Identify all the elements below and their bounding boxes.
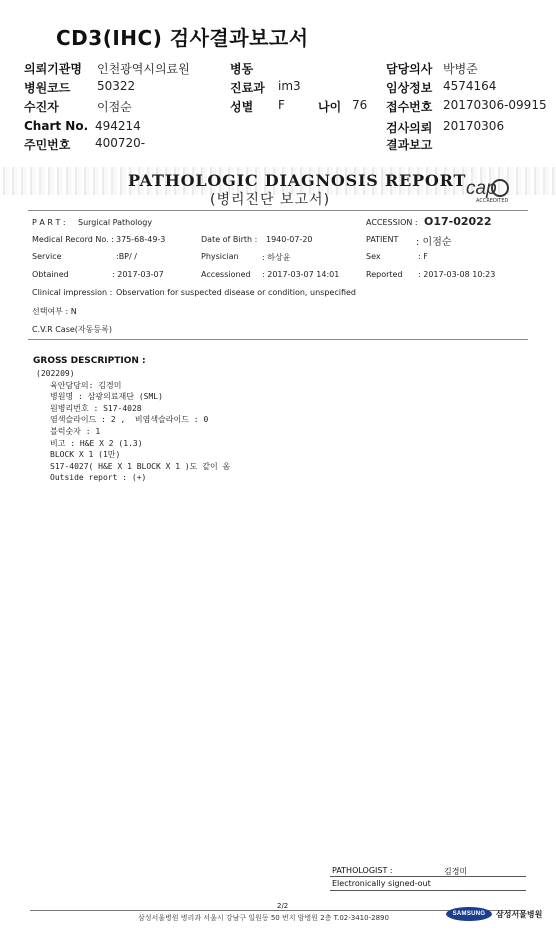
department-label: 진료과 [230, 81, 265, 95]
resident-value: 400720- [95, 136, 146, 150]
department-value: im3 [278, 79, 301, 93]
cap-logo-circle [491, 179, 509, 197]
request-value: 20170306 [443, 119, 505, 133]
page-title: CD3(IHC) 검사결과보고서 [56, 26, 309, 50]
mrn-value: 375-68-49-3 [116, 235, 166, 244]
report-subtitle: (병리진단 보고서) [210, 192, 331, 208]
part-value: Surgical Pathology [78, 218, 153, 227]
chart-value: 494214 [95, 119, 141, 133]
part-label: P A R T : [32, 218, 66, 227]
gross-line: BLOCK X 1 (1만) [50, 450, 121, 460]
result-label: 결과보고 [386, 138, 433, 152]
obtained-value: : 2017-03-07 [112, 270, 164, 279]
pathologist-rule [330, 876, 526, 877]
reported-label: Reported [366, 270, 403, 279]
cap-logo [466, 176, 516, 206]
resident-label: 주민번호 [24, 138, 71, 152]
physician-value: : 하상윤 [262, 253, 291, 262]
reception-label: 접수번호 [386, 100, 433, 114]
footer-hospital-name: 삼성서울병원 [496, 910, 543, 919]
sex-value: F [278, 98, 285, 112]
cap-logo-text: cap [466, 178, 497, 199]
institution-value: 인천광역시의료원 [97, 62, 190, 76]
sex-en-label: Sex [366, 252, 381, 261]
signed-rule [330, 890, 526, 891]
selection-text: 선택여부 : N [32, 307, 77, 316]
chart-label: Chart No. [24, 119, 89, 133]
patient-en-label: PATIENT [366, 235, 399, 244]
page-number: 2/2 [277, 902, 289, 910]
clinical-info-value: 4574164 [443, 79, 497, 93]
age-value: 76 [352, 98, 368, 112]
clinical-impression-value: Observation for suspected disease or condition, unspecified [116, 288, 356, 297]
signed-text: Electronically signed-out [332, 879, 431, 888]
obtained-label: Obtained [32, 270, 69, 279]
accessioned-value: : 2017-03-07 14:01 [262, 270, 340, 279]
pathologist-label: PATHOLOGIST : [332, 866, 393, 875]
ward-label: 병동 [230, 62, 254, 76]
sex-label: 성별 [230, 100, 254, 114]
accession-value: O17-02022 [424, 215, 492, 228]
reported-value: : 2017-03-08 10:23 [418, 270, 496, 279]
report-title: PATHOLOGIC DIAGNOSIS REPORT [128, 171, 467, 190]
gross-title: GROSS DESCRIPTION : [33, 356, 146, 366]
accessioned-label: Accessioned [201, 270, 251, 279]
hospital-code-label: 병원코드 [24, 81, 71, 95]
clinical-info-label: 임상정보 [386, 81, 433, 95]
gross-line: S17-4027( H&E X 1 BLOCK X 1 )도 같이 옴 [50, 461, 231, 471]
accession-label: ACCESSION : [366, 218, 418, 227]
service-label: Service [32, 252, 62, 261]
patient-value: 이점순 [97, 100, 132, 114]
samsung-logo: SAMSUNG [446, 907, 492, 921]
gross-line: 염색슬라이드 : 2 , 비염색슬라이드 : 0 [50, 415, 209, 425]
pathologist-value: 김경미 [444, 867, 468, 876]
physician-label: Physician [201, 252, 239, 261]
gross-line: 육안담당의: 김경미 [50, 380, 122, 390]
attending-value: 박병준 [443, 62, 478, 76]
institution-label: 의뢰기관명 [24, 62, 82, 76]
dob-value: 1940-07-20 [266, 235, 313, 244]
gross-line: Outside report : (+) [50, 473, 147, 483]
attending-label: 담당의사 [386, 62, 433, 76]
reception-value: 20170306-09915 [443, 98, 547, 112]
gross-line: (202209) [36, 369, 75, 378]
gross-description [36, 368, 231, 484]
report-rule-mid [28, 339, 528, 340]
patient-label: 수진자 [24, 100, 59, 114]
gross-line: 원병리번호 : S17-4028 [50, 403, 142, 413]
patient-en-value: : 이점순 [416, 237, 452, 248]
request-label: 검사의뢰 [386, 121, 433, 135]
age-label: 나이 [318, 100, 342, 114]
footer-address: 삼성서울병원 병리과 서울시 강남구 일원동 50 번지 암병원 2층 T.02-3410-2890 [138, 914, 389, 922]
mrn-label: Medical Record No. : [32, 235, 114, 244]
gross-line: 비고 : H&E X 2 (1.3) [50, 438, 143, 448]
clinical-impression-label: Clinical impression : [32, 288, 113, 297]
gross-line: 블럭숫자 : 1 [50, 426, 101, 436]
dob-label: Date of Birth : [201, 235, 258, 244]
hospital-code-value: 50322 [97, 79, 136, 93]
cap-logo-sub: ACCREDITED [476, 198, 509, 204]
sex-en-value: : F [418, 252, 428, 261]
gross-line: 병원명 : 삼광의료재단 (SML) [50, 392, 163, 402]
cvr-text: C.V.R Case(자동등록) [32, 325, 112, 334]
service-value: :BP/ / [116, 252, 137, 261]
report-rule-top [28, 210, 528, 211]
